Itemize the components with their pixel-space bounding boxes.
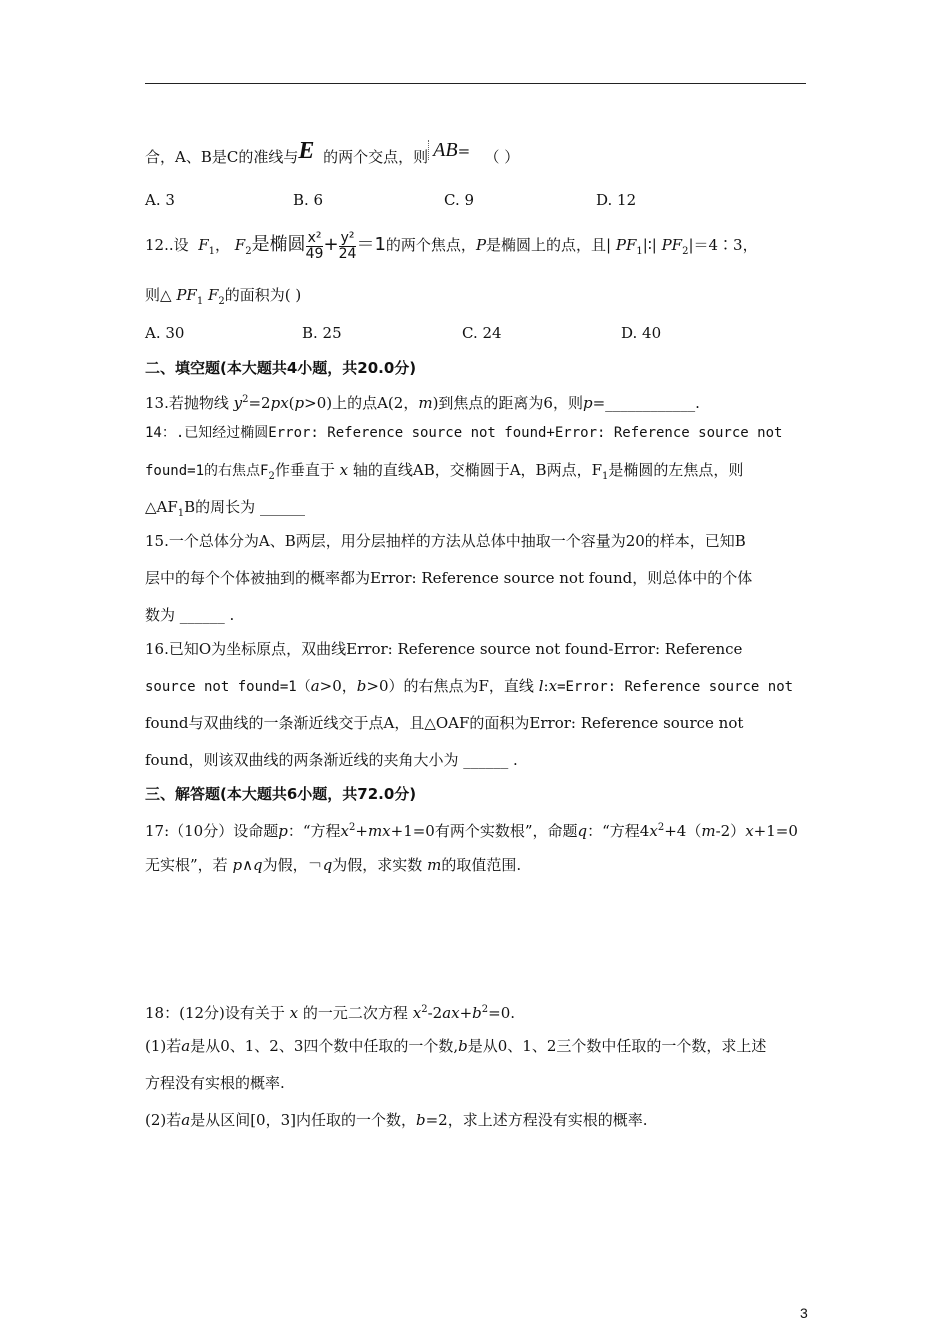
- q16-line-1: 16.已知O为坐标原点，双曲线Error: Reference source not found-Error: Reference: [145, 640, 743, 658]
- q12-line-2: 则△ $PF_1$ $F_2$的面积为( ): [145, 286, 302, 307]
- q14-line-2: found=1的右焦点$F_2$作垂直于 x 轴的直线AB，交椭圆于A，B两点，$F_1$是椭圆的左焦点，则: [145, 461, 744, 482]
- page-number: 3: [800, 1305, 808, 1321]
- q17-line-1: 17:（10分）设命题p：“方程$x^2+mx+1=0$有两个实数根”，命题q：“方程$4x^2+4(m-2)x+1=0$: [145, 822, 798, 840]
- q11-option-b: B. 6: [293, 191, 324, 209]
- e-symbol-image: E: [298, 138, 315, 164]
- q18-part1-line-1: (1)若a是从0、1、2、3四个数中任取的一个数,b是从0、1、2三个数中任取的一个数，求上述: [145, 1037, 767, 1055]
- fraction-x2-49: $\frac{\text{x²}}{49}$: [305, 229, 324, 262]
- q12-option-c: C. 24: [462, 324, 502, 342]
- q11-line: 合，A、B是C的准线与E 的两个交点，则 AB= （ ）: [145, 138, 520, 166]
- q11-option-c: C. 9: [444, 191, 475, 209]
- q12-line-1: 12..设 $F_1$， $F_2$是椭圆 $\frac{\text{x²}}{49}$ + $\frac{\text{y²}}{24}$ ＝1的两个焦点，P是椭圆上的点，且| $PF_1|∶|$ $PF_2|=4∶3$，: [145, 229, 758, 262]
- q18-part1-line-2: 方程没有实根的概率.: [145, 1074, 285, 1092]
- q18-line-1: 18：(12分)设有关于 x 的一元二次方程 $x^2-2ax+b^2=0$.: [145, 1004, 516, 1022]
- section-3-heading: 三、解答题(本大题共6小题，共72.0分): [145, 785, 417, 803]
- q16-line-2: source not found=1（a>0，b>0）的右焦点为F，直线 l:x=Error: Reference source not: [145, 677, 794, 695]
- q11-option-a: A. 3: [145, 191, 175, 209]
- ab-symbol-image: AB: [428, 140, 457, 160]
- q13-line: 13.若抛物线 $y^2=2px(p>0)$上的点A(2，m)到焦点的距离为6，则p=____________.: [145, 394, 700, 412]
- q18-part2-line: (2)若a是从区间[0，3]内任取的一个数，b=2，求上述方程没有实根的概率.: [145, 1111, 648, 1129]
- q12-option-b: B. 25: [302, 324, 342, 342]
- q12-option-a: A. 30: [145, 324, 185, 342]
- header-rule: [145, 83, 806, 84]
- fraction-y2-24: $\frac{\text{y²}}{24}$: [338, 229, 357, 262]
- q14-line-1: 14：.已知经过椭圆Error: Reference source not found+Error: Reference source not: [145, 425, 783, 441]
- q11-option-d: D. 12: [596, 191, 637, 209]
- section-2-heading: 二、填空题(本大题共4小题，共20.0分): [145, 359, 417, 377]
- q12-option-d: D. 40: [621, 324, 662, 342]
- q16-line-3: found与双曲线的一条渐近线交于点A，且△OAF的面积为Error: Reference source not: [145, 714, 744, 732]
- q15-line-1: 15.一个总体分为A、B两层，用分层抽样的方法从总体中抽取一个容量为20的样本，已知B: [145, 532, 746, 550]
- q15-line-3: 数为 ______ .: [145, 606, 235, 624]
- q16-line-4: found，则该双曲线的两条渐近线的夹角大小为 ______ .: [145, 751, 518, 769]
- q14-line-3: $\triangle AF_1B$的周长为 ______: [145, 498, 305, 519]
- q15-line-2: 层中的每个个体被抽到的概率都为Error: Reference source not found，则总体中的个体: [145, 569, 753, 587]
- q17-line-2: 无实根”，若 p∧q为假，￢q为假，求实数 m的取值范围.: [145, 856, 522, 874]
